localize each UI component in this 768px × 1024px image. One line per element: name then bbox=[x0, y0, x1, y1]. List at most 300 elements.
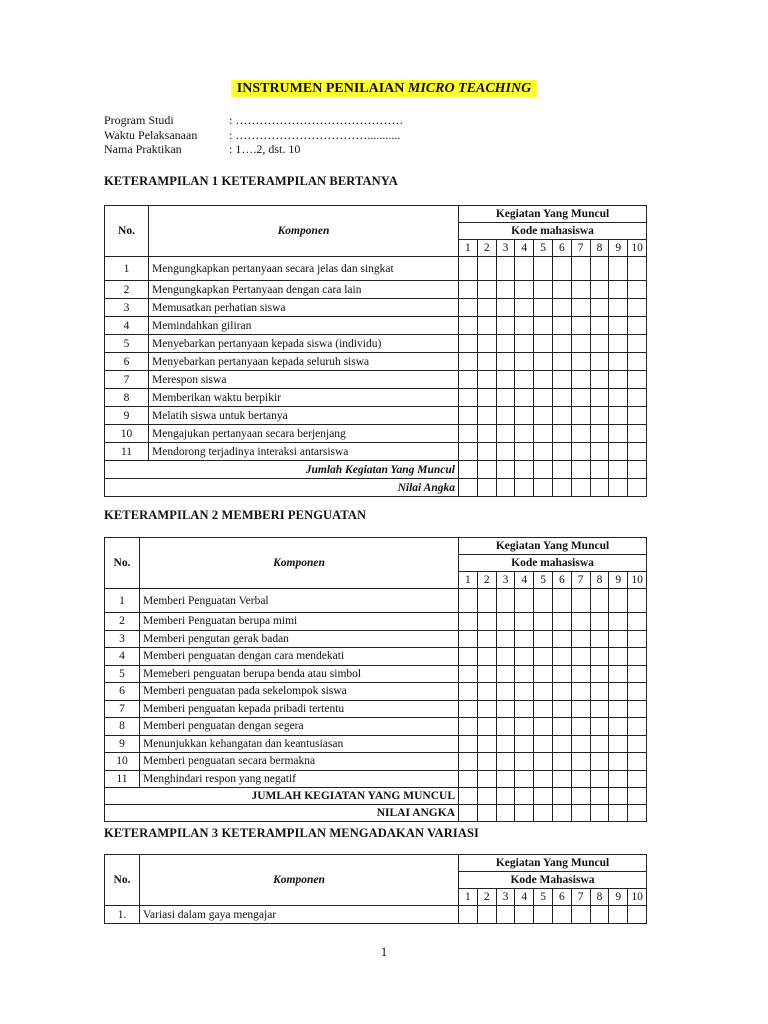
score-cell[interactable] bbox=[590, 371, 609, 389]
score-cell[interactable] bbox=[496, 389, 515, 407]
score-cell[interactable] bbox=[552, 299, 571, 317]
score-cell[interactable] bbox=[609, 753, 628, 771]
score-cell[interactable] bbox=[496, 700, 515, 718]
code-header-cell: 5 bbox=[534, 572, 553, 589]
score-cell[interactable] bbox=[515, 700, 534, 718]
score-cell[interactable] bbox=[496, 770, 515, 788]
summary-cell[interactable] bbox=[534, 479, 553, 497]
summary-cell[interactable] bbox=[552, 461, 571, 479]
score-cell[interactable] bbox=[552, 281, 571, 299]
summary-cell[interactable] bbox=[552, 788, 571, 805]
score-cell[interactable] bbox=[628, 425, 647, 443]
score-cell[interactable] bbox=[534, 371, 553, 389]
score-cell[interactable] bbox=[628, 353, 647, 371]
table-row bbox=[105, 299, 647, 317]
score-cell[interactable] bbox=[534, 299, 553, 317]
summary-cell[interactable] bbox=[628, 461, 647, 479]
summary-cell[interactable] bbox=[477, 805, 496, 822]
code-header-cell: 9 bbox=[609, 889, 628, 906]
score-cell[interactable] bbox=[590, 718, 609, 736]
summary-cell[interactable] bbox=[496, 805, 515, 822]
score-cell[interactable] bbox=[534, 353, 553, 371]
score-cell[interactable] bbox=[534, 906, 553, 924]
score-cell[interactable] bbox=[590, 683, 609, 701]
score-cell[interactable] bbox=[628, 335, 647, 353]
score-cell[interactable] bbox=[534, 335, 553, 353]
score-cell[interactable] bbox=[552, 700, 571, 718]
score-cell[interactable] bbox=[534, 281, 553, 299]
score-cell[interactable] bbox=[609, 613, 628, 631]
score-cell[interactable] bbox=[571, 700, 590, 718]
score-cell[interactable] bbox=[590, 353, 609, 371]
score-cell[interactable] bbox=[571, 407, 590, 425]
summary-cell[interactable] bbox=[571, 805, 590, 822]
score-cell[interactable] bbox=[552, 665, 571, 683]
score-cell[interactable] bbox=[609, 630, 628, 648]
page-number: 1 bbox=[380, 944, 388, 959]
score-cell[interactable] bbox=[609, 371, 628, 389]
score-cell[interactable] bbox=[515, 613, 534, 631]
score-cell[interactable] bbox=[534, 683, 553, 701]
score-cell[interactable] bbox=[590, 389, 609, 407]
score-cell[interactable] bbox=[515, 665, 534, 683]
score-cell[interactable] bbox=[459, 683, 478, 701]
score-cell[interactable] bbox=[515, 753, 534, 771]
score-cell[interactable] bbox=[515, 630, 534, 648]
summary-cell[interactable] bbox=[628, 788, 647, 805]
score-cell[interactable] bbox=[590, 299, 609, 317]
code-header-cell: 1 bbox=[459, 240, 478, 257]
score-cell[interactable] bbox=[477, 648, 496, 666]
score-cell[interactable] bbox=[609, 389, 628, 407]
score-cell[interactable] bbox=[515, 317, 534, 335]
score-cell[interactable] bbox=[552, 353, 571, 371]
score-cell[interactable] bbox=[628, 257, 647, 281]
score-cell[interactable] bbox=[496, 906, 515, 924]
score-cell[interactable] bbox=[552, 735, 571, 753]
summary-cell[interactable] bbox=[590, 805, 609, 822]
score-cell[interactable] bbox=[515, 589, 534, 613]
score-cell[interactable] bbox=[628, 770, 647, 788]
score-cell[interactable] bbox=[477, 770, 496, 788]
summary-cell[interactable] bbox=[609, 461, 628, 479]
summary-cell[interactable] bbox=[477, 788, 496, 805]
score-cell[interactable] bbox=[609, 735, 628, 753]
summary-cell[interactable] bbox=[534, 805, 553, 822]
score-cell[interactable] bbox=[628, 700, 647, 718]
score-cell[interactable] bbox=[609, 770, 628, 788]
score-cell[interactable] bbox=[571, 648, 590, 666]
score-cell[interactable] bbox=[552, 613, 571, 631]
meta-value: : …………………………………… bbox=[229, 113, 404, 127]
code-header-cell: 10 bbox=[628, 572, 647, 589]
score-cell[interactable] bbox=[628, 407, 647, 425]
score-cell[interactable] bbox=[590, 257, 609, 281]
score-cell[interactable] bbox=[609, 407, 628, 425]
score-cell[interactable] bbox=[628, 389, 647, 407]
score-cell[interactable] bbox=[590, 753, 609, 771]
score-cell[interactable] bbox=[515, 257, 534, 281]
meta-row bbox=[104, 128, 403, 143]
summary-cell[interactable] bbox=[609, 805, 628, 822]
score-cell[interactable] bbox=[459, 735, 478, 753]
col-header-kegiatan: Kegiatan Yang Muncul bbox=[459, 855, 647, 872]
score-cell[interactable] bbox=[628, 443, 647, 461]
score-cell[interactable] bbox=[459, 389, 478, 407]
score-cell[interactable] bbox=[628, 906, 647, 924]
summary-cell[interactable] bbox=[571, 479, 590, 497]
score-cell[interactable] bbox=[515, 407, 534, 425]
score-cell[interactable] bbox=[534, 718, 553, 736]
score-cell[interactable] bbox=[534, 613, 553, 631]
score-cell[interactable] bbox=[609, 353, 628, 371]
row-number: 1 bbox=[105, 589, 140, 613]
row-component: Mengajukan pertanyaan secara berjenjang bbox=[149, 425, 459, 443]
score-cell[interactable] bbox=[534, 630, 553, 648]
score-cell[interactable] bbox=[496, 353, 515, 371]
score-cell[interactable] bbox=[515, 770, 534, 788]
score-cell[interactable] bbox=[609, 718, 628, 736]
score-cell[interactable] bbox=[552, 425, 571, 443]
score-cell[interactable] bbox=[459, 371, 478, 389]
score-cell[interactable] bbox=[609, 906, 628, 924]
score-cell[interactable] bbox=[515, 683, 534, 701]
code-header-cell: 1 bbox=[459, 572, 478, 589]
summary-cell[interactable] bbox=[534, 788, 553, 805]
score-cell[interactable] bbox=[459, 407, 478, 425]
score-cell[interactable] bbox=[571, 613, 590, 631]
score-cell[interactable] bbox=[459, 317, 478, 335]
score-cell[interactable] bbox=[459, 906, 478, 924]
score-cell[interactable] bbox=[515, 335, 534, 353]
score-cell[interactable] bbox=[609, 589, 628, 613]
score-cell[interactable] bbox=[628, 317, 647, 335]
score-cell[interactable] bbox=[515, 648, 534, 666]
score-cell[interactable] bbox=[459, 425, 478, 443]
summary-cell[interactable] bbox=[571, 788, 590, 805]
score-cell[interactable] bbox=[590, 281, 609, 299]
score-cell[interactable] bbox=[628, 648, 647, 666]
row-number: 9 bbox=[105, 407, 149, 425]
score-cell[interactable] bbox=[477, 257, 496, 281]
score-cell[interactable] bbox=[515, 425, 534, 443]
score-cell[interactable] bbox=[628, 735, 647, 753]
score-cell[interactable] bbox=[459, 443, 478, 461]
score-cell[interactable] bbox=[609, 335, 628, 353]
document-meta bbox=[104, 113, 403, 157]
score-cell[interactable] bbox=[590, 735, 609, 753]
score-cell[interactable] bbox=[459, 665, 478, 683]
score-cell[interactable] bbox=[515, 906, 534, 924]
score-cell[interactable] bbox=[459, 753, 478, 771]
summary-cell[interactable] bbox=[571, 461, 590, 479]
summary-cell[interactable] bbox=[496, 461, 515, 479]
score-cell[interactable] bbox=[477, 299, 496, 317]
score-cell[interactable] bbox=[496, 443, 515, 461]
score-cell[interactable] bbox=[515, 389, 534, 407]
score-cell[interactable] bbox=[590, 648, 609, 666]
score-cell[interactable] bbox=[496, 613, 515, 631]
score-cell[interactable] bbox=[515, 718, 534, 736]
summary-cell[interactable] bbox=[496, 479, 515, 497]
score-cell[interactable] bbox=[571, 425, 590, 443]
score-cell[interactable] bbox=[609, 648, 628, 666]
score-cell[interactable] bbox=[515, 299, 534, 317]
score-cell[interactable] bbox=[459, 281, 478, 299]
score-cell[interactable] bbox=[628, 299, 647, 317]
score-cell[interactable] bbox=[477, 700, 496, 718]
score-cell[interactable] bbox=[477, 371, 496, 389]
score-cell[interactable] bbox=[628, 613, 647, 631]
summary-cell[interactable] bbox=[515, 788, 534, 805]
score-cell[interactable] bbox=[628, 665, 647, 683]
score-cell[interactable] bbox=[628, 753, 647, 771]
score-cell[interactable] bbox=[571, 906, 590, 924]
summary-cell[interactable] bbox=[552, 805, 571, 822]
summary-cell[interactable] bbox=[590, 479, 609, 497]
table-row bbox=[105, 770, 647, 788]
score-cell[interactable] bbox=[477, 630, 496, 648]
score-cell[interactable] bbox=[477, 906, 496, 924]
score-cell[interactable] bbox=[552, 718, 571, 736]
score-cell[interactable] bbox=[459, 335, 478, 353]
score-cell[interactable] bbox=[459, 299, 478, 317]
score-cell[interactable] bbox=[496, 718, 515, 736]
score-cell[interactable] bbox=[496, 335, 515, 353]
table-row bbox=[105, 335, 647, 353]
score-cell[interactable] bbox=[515, 281, 534, 299]
score-cell[interactable] bbox=[552, 589, 571, 613]
score-cell[interactable] bbox=[496, 425, 515, 443]
score-cell[interactable] bbox=[477, 425, 496, 443]
summary-cell[interactable] bbox=[459, 788, 478, 805]
score-cell[interactable] bbox=[534, 257, 553, 281]
score-cell[interactable] bbox=[609, 299, 628, 317]
score-cell[interactable] bbox=[477, 407, 496, 425]
score-cell[interactable] bbox=[496, 257, 515, 281]
summary-cell[interactable] bbox=[628, 479, 647, 497]
score-cell[interactable] bbox=[459, 589, 478, 613]
score-cell[interactable] bbox=[571, 317, 590, 335]
summary-cell[interactable] bbox=[477, 479, 496, 497]
col-header-komponen: Komponen bbox=[140, 538, 459, 589]
score-cell[interactable] bbox=[534, 770, 553, 788]
score-cell[interactable] bbox=[496, 630, 515, 648]
score-cell[interactable] bbox=[496, 407, 515, 425]
score-cell[interactable] bbox=[609, 425, 628, 443]
row-number: 8 bbox=[105, 718, 140, 736]
table-row bbox=[105, 371, 647, 389]
score-cell[interactable] bbox=[552, 335, 571, 353]
title-text: INSTRUMEN PENILAIAN bbox=[236, 81, 408, 96]
score-cell[interactable] bbox=[609, 317, 628, 335]
score-cell[interactable] bbox=[477, 753, 496, 771]
score-cell[interactable] bbox=[590, 317, 609, 335]
score-cell[interactable] bbox=[590, 443, 609, 461]
score-cell[interactable] bbox=[552, 683, 571, 701]
score-cell[interactable] bbox=[590, 407, 609, 425]
summary-cell[interactable] bbox=[515, 479, 534, 497]
score-cell[interactable] bbox=[496, 735, 515, 753]
score-cell[interactable] bbox=[496, 683, 515, 701]
score-cell[interactable] bbox=[496, 753, 515, 771]
score-cell[interactable] bbox=[571, 443, 590, 461]
score-cell[interactable] bbox=[571, 735, 590, 753]
score-cell[interactable] bbox=[609, 683, 628, 701]
score-cell[interactable] bbox=[459, 770, 478, 788]
score-cell[interactable] bbox=[534, 425, 553, 443]
col-header-komponen: Komponen bbox=[140, 855, 459, 906]
summary-cell[interactable] bbox=[459, 805, 478, 822]
score-cell[interactable] bbox=[459, 630, 478, 648]
code-header-cell: 4 bbox=[515, 572, 534, 589]
score-cell[interactable] bbox=[477, 735, 496, 753]
score-cell[interactable] bbox=[628, 718, 647, 736]
score-cell[interactable] bbox=[534, 443, 553, 461]
summary-cell[interactable] bbox=[515, 805, 534, 822]
score-cell[interactable] bbox=[459, 648, 478, 666]
score-cell[interactable] bbox=[515, 371, 534, 389]
score-cell[interactable] bbox=[496, 665, 515, 683]
score-cell[interactable] bbox=[459, 718, 478, 736]
score-cell[interactable] bbox=[477, 718, 496, 736]
summary-row bbox=[105, 805, 647, 822]
score-cell[interactable] bbox=[496, 317, 515, 335]
score-cell[interactable] bbox=[590, 335, 609, 353]
summary-cell[interactable] bbox=[534, 461, 553, 479]
score-cell[interactable] bbox=[496, 281, 515, 299]
score-cell[interactable] bbox=[571, 718, 590, 736]
row-number: 7 bbox=[105, 371, 149, 389]
score-cell[interactable] bbox=[571, 371, 590, 389]
score-cell[interactable] bbox=[477, 335, 496, 353]
score-cell[interactable] bbox=[590, 906, 609, 924]
code-header-cell: 9 bbox=[609, 240, 628, 257]
score-cell[interactable] bbox=[477, 443, 496, 461]
score-cell[interactable] bbox=[571, 353, 590, 371]
row-component: Mengungkapkan pertanyaan secara jelas dan singkat bbox=[149, 257, 459, 281]
score-cell[interactable] bbox=[552, 371, 571, 389]
score-cell[interactable] bbox=[571, 770, 590, 788]
summary-cell[interactable] bbox=[590, 788, 609, 805]
score-cell[interactable] bbox=[609, 443, 628, 461]
score-cell[interactable] bbox=[552, 753, 571, 771]
summary-cell[interactable] bbox=[609, 479, 628, 497]
score-cell[interactable] bbox=[552, 443, 571, 461]
score-cell[interactable] bbox=[496, 589, 515, 613]
score-cell[interactable] bbox=[628, 371, 647, 389]
score-cell[interactable] bbox=[571, 683, 590, 701]
summary-cell[interactable] bbox=[515, 461, 534, 479]
score-cell[interactable] bbox=[609, 665, 628, 683]
score-cell[interactable] bbox=[534, 735, 553, 753]
table-row bbox=[105, 257, 647, 281]
score-cell[interactable] bbox=[534, 589, 553, 613]
score-cell[interactable] bbox=[515, 443, 534, 461]
score-cell[interactable] bbox=[534, 753, 553, 771]
score-cell[interactable] bbox=[609, 281, 628, 299]
score-cell[interactable] bbox=[571, 335, 590, 353]
score-cell[interactable] bbox=[628, 589, 647, 613]
score-cell[interactable] bbox=[459, 700, 478, 718]
score-cell[interactable] bbox=[477, 281, 496, 299]
score-cell[interactable] bbox=[477, 683, 496, 701]
score-cell[interactable] bbox=[459, 257, 478, 281]
score-cell[interactable] bbox=[571, 589, 590, 613]
score-cell[interactable] bbox=[459, 353, 478, 371]
score-cell[interactable] bbox=[609, 257, 628, 281]
score-cell[interactable] bbox=[534, 389, 553, 407]
score-cell[interactable] bbox=[609, 700, 628, 718]
summary-cell[interactable] bbox=[628, 805, 647, 822]
score-cell[interactable] bbox=[534, 407, 553, 425]
score-cell[interactable] bbox=[571, 630, 590, 648]
score-cell[interactable] bbox=[477, 353, 496, 371]
score-cell[interactable] bbox=[571, 753, 590, 771]
table-row bbox=[105, 683, 647, 701]
score-cell[interactable] bbox=[590, 425, 609, 443]
score-cell[interactable] bbox=[628, 630, 647, 648]
score-cell[interactable] bbox=[590, 613, 609, 631]
score-cell[interactable] bbox=[590, 589, 609, 613]
score-cell[interactable] bbox=[552, 770, 571, 788]
score-cell[interactable] bbox=[552, 630, 571, 648]
score-cell[interactable] bbox=[628, 683, 647, 701]
score-cell[interactable] bbox=[552, 389, 571, 407]
score-cell[interactable] bbox=[515, 353, 534, 371]
summary-cell[interactable] bbox=[459, 479, 478, 497]
code-header-cell: 3 bbox=[496, 572, 515, 589]
score-cell[interactable] bbox=[590, 700, 609, 718]
summary-cell[interactable] bbox=[496, 788, 515, 805]
summary-cell[interactable] bbox=[552, 479, 571, 497]
score-cell[interactable] bbox=[552, 906, 571, 924]
score-cell[interactable] bbox=[496, 371, 515, 389]
score-cell[interactable] bbox=[534, 317, 553, 335]
score-cell[interactable] bbox=[590, 665, 609, 683]
score-cell[interactable] bbox=[552, 317, 571, 335]
score-cell[interactable] bbox=[477, 665, 496, 683]
score-cell[interactable] bbox=[552, 648, 571, 666]
score-cell[interactable] bbox=[571, 665, 590, 683]
score-cell[interactable] bbox=[459, 613, 478, 631]
summary-cell[interactable] bbox=[609, 788, 628, 805]
score-cell[interactable] bbox=[534, 700, 553, 718]
row-component: Variasi dalam gaya mengajar bbox=[140, 906, 459, 924]
score-cell[interactable] bbox=[590, 630, 609, 648]
score-cell[interactable] bbox=[552, 407, 571, 425]
score-cell[interactable] bbox=[534, 665, 553, 683]
score-cell[interactable] bbox=[496, 648, 515, 666]
score-cell[interactable] bbox=[590, 770, 609, 788]
score-cell[interactable] bbox=[571, 299, 590, 317]
score-cell[interactable] bbox=[534, 648, 553, 666]
score-cell[interactable] bbox=[552, 257, 571, 281]
score-cell[interactable] bbox=[571, 281, 590, 299]
summary-cell[interactable] bbox=[459, 461, 478, 479]
score-cell[interactable] bbox=[628, 281, 647, 299]
score-cell[interactable] bbox=[571, 257, 590, 281]
score-cell[interactable] bbox=[496, 299, 515, 317]
score-cell[interactable] bbox=[477, 613, 496, 631]
summary-cell[interactable] bbox=[590, 461, 609, 479]
summary-cell[interactable] bbox=[477, 461, 496, 479]
score-cell[interactable] bbox=[515, 735, 534, 753]
score-cell[interactable] bbox=[477, 389, 496, 407]
score-cell[interactable] bbox=[477, 589, 496, 613]
score-cell[interactable] bbox=[477, 317, 496, 335]
score-cell[interactable] bbox=[571, 389, 590, 407]
